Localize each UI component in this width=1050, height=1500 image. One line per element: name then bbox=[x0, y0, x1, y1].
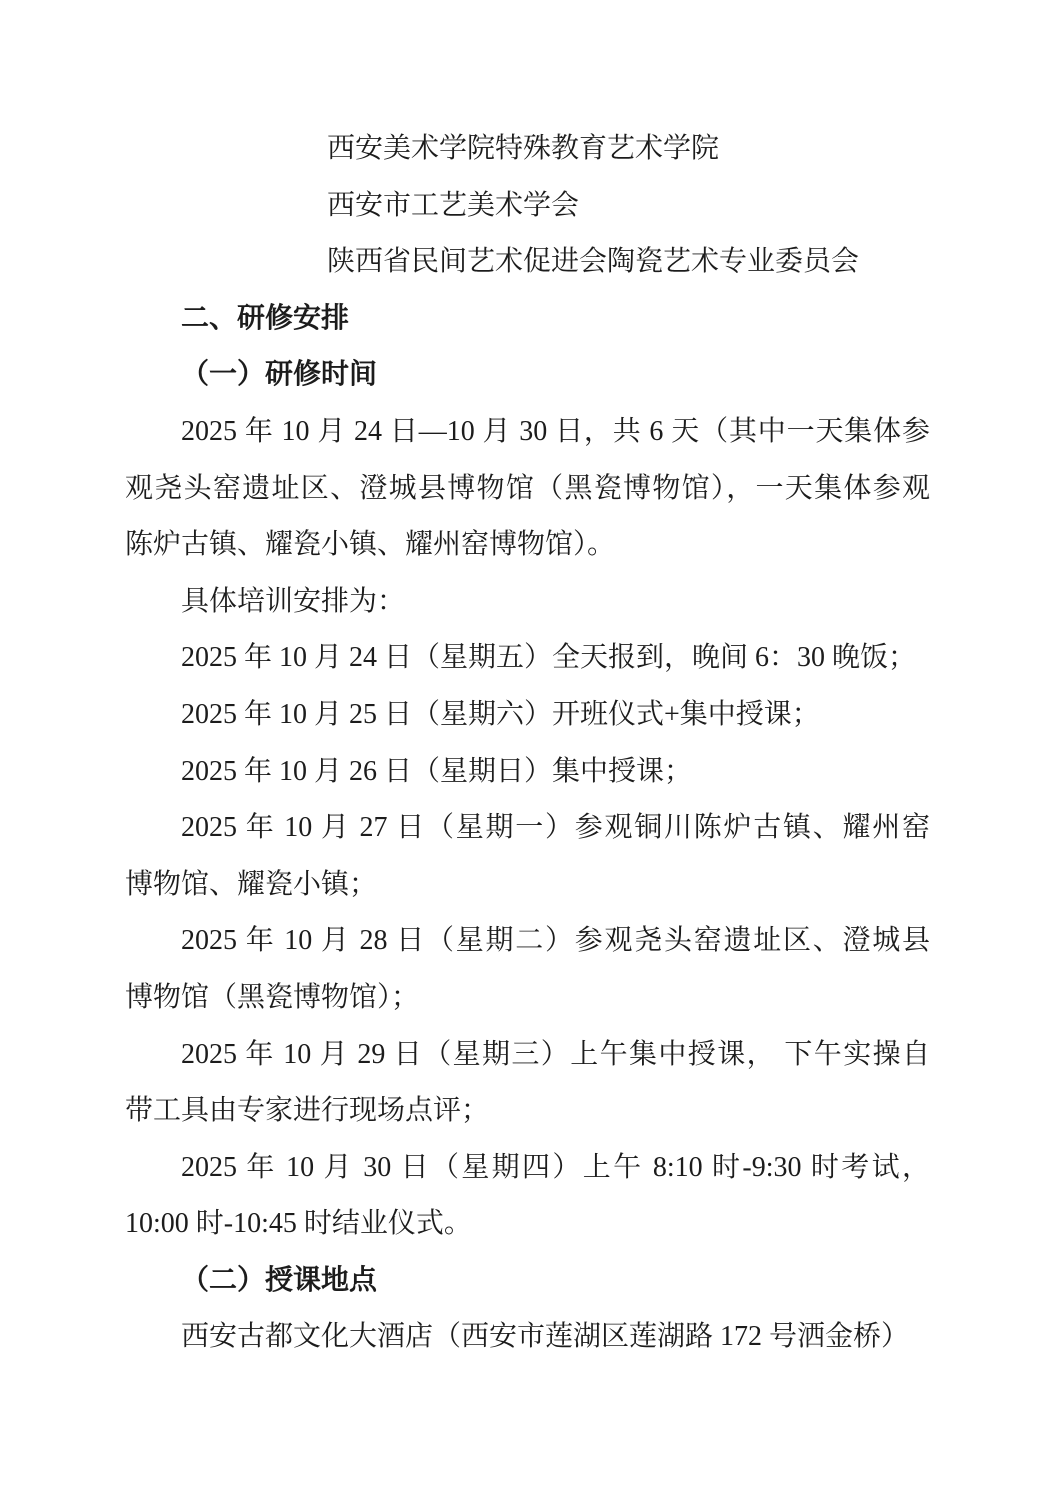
schedule-day5-line: 博物馆（黑瓷博物馆）； bbox=[125, 981, 420, 1013]
schedule-day7-line: 10:00 时-10:45 时结业仪式。 bbox=[125, 1208, 472, 1240]
schedule-day1-line: 2025 年 10 月 24 日（星期五）全天报到，晚间 6：30 晚饭； bbox=[181, 642, 917, 674]
duration-paragraph-line: 观尧头窑遗址区、澄城县博物馆（黑瓷博物馆），一天集体参观 bbox=[125, 472, 930, 504]
duration-paragraph-line: 2025 年 10 月 24 日—10 月 30 日，共 6 天（其中一天集体参 bbox=[181, 415, 930, 447]
schedule-day4-line: 2025 年 10 月 27 日（星期一）参观铜川陈炉古镇、耀州窑 bbox=[181, 812, 930, 844]
schedule-day7-line: 2025 年 10 月 30 日（星期四）上午 8:10 时-9:30 时考试， bbox=[181, 1151, 930, 1183]
subsection-heading-time: （一）研修时间 bbox=[181, 359, 378, 391]
schedule-day6-line: 2025 年 10 月 29 日（星期三）上午集中授课， 下午实操自 bbox=[181, 1038, 930, 1070]
schedule-day5-line: 2025 年 10 月 28 日（星期二）参观尧头窑遗址区、澄城县 bbox=[181, 925, 930, 957]
organizer-line-1: 西安美术学院特殊教育艺术学院 bbox=[327, 133, 720, 164]
organizer-line-2: 西安市工艺美术学会 bbox=[327, 189, 580, 221]
section-heading-arrangement: 二、研修安排 bbox=[181, 302, 350, 334]
intro-line: 具体培训安排为： bbox=[181, 585, 406, 617]
schedule-day4-line: 博物馆、耀瓷小镇； bbox=[125, 868, 378, 900]
schedule-day2-line: 2025 年 10 月 25 日（星期六）开班仪式+集中授课； bbox=[181, 698, 820, 730]
schedule-day6-line: 带工具由专家进行现场点评； bbox=[125, 1095, 490, 1127]
schedule-day3-line: 2025 年 10 月 26 日（星期日）集中授课； bbox=[181, 755, 693, 787]
subsection-heading-venue: （二）授课地点 bbox=[181, 1264, 378, 1296]
venue-line: 西安古都文化大酒店（西安市莲湖区莲湖路 172 号洒金桥） bbox=[181, 1321, 910, 1353]
organizer-line-3: 陕西省民间艺术促进会陶瓷艺术专业委员会 bbox=[327, 246, 860, 278]
duration-paragraph-line: 陈炉古镇、耀瓷小镇、耀州窑博物馆）。 bbox=[125, 529, 616, 561]
